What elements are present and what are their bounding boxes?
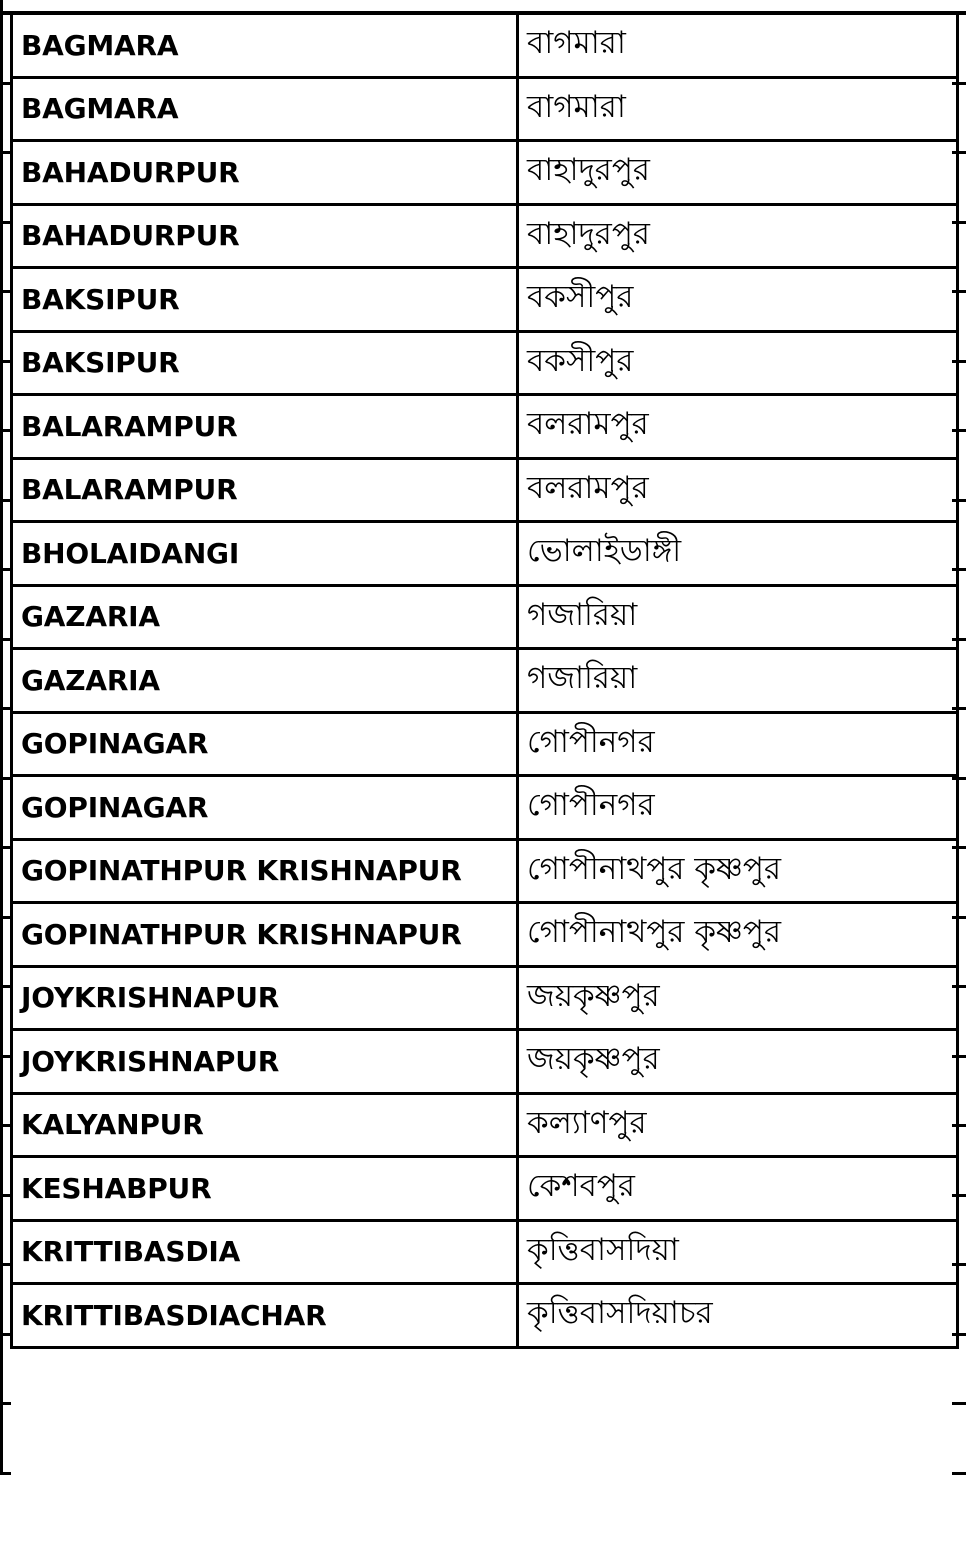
row-border-stub-left bbox=[0, 985, 11, 988]
row-border-stub-right bbox=[952, 638, 966, 641]
english-name-cell: BAHADURPUR bbox=[12, 141, 518, 205]
row-border-stub-left bbox=[0, 1194, 11, 1197]
row-border-stub-right bbox=[952, 916, 966, 919]
bengali-name-cell: বাগমারা bbox=[518, 77, 958, 141]
english-name-cell: BAHADURPUR bbox=[12, 204, 518, 268]
row-border-stub-left bbox=[0, 290, 11, 293]
bengali-name-cell: গোপীনগর bbox=[518, 776, 958, 840]
row-border-stub-right bbox=[952, 1124, 966, 1127]
english-name-cell: JOYKRISHNAPUR bbox=[12, 966, 518, 1030]
english-name-cell: GOPINATHPUR KRISHNAPUR bbox=[12, 839, 518, 903]
row-border-stub-right bbox=[952, 1333, 966, 1336]
english-name-cell: KESHABPUR bbox=[12, 1157, 518, 1221]
bengali-name-cell: বাহাদুরপুর bbox=[518, 204, 958, 268]
bengali-name-cell: বকসীপুর bbox=[518, 331, 958, 395]
bengali-name-cell: বাহাদুরপুর bbox=[518, 141, 958, 205]
table-row bbox=[12, 395, 958, 459]
row-border-stub-right bbox=[952, 1402, 966, 1405]
bengali-name-cell: গোপীনাথপুর কৃষ্ণপুর bbox=[518, 903, 958, 967]
row-border-stub-right bbox=[952, 499, 966, 502]
table-row bbox=[12, 1284, 958, 1348]
table-row bbox=[12, 966, 958, 1030]
row-border-stub-right bbox=[952, 1472, 966, 1475]
row-border-stub-right bbox=[952, 151, 966, 154]
row-border-stub-left bbox=[0, 12, 11, 15]
english-name-cell: BAKSIPUR bbox=[12, 331, 518, 395]
row-border-stub-left bbox=[0, 429, 11, 432]
table-row bbox=[12, 1157, 958, 1221]
row-border-stub-left bbox=[0, 638, 11, 641]
row-border-stub-left bbox=[0, 568, 11, 571]
table-row bbox=[12, 14, 958, 78]
row-border-stub-left bbox=[0, 1402, 11, 1405]
row-border-stub-right bbox=[952, 429, 966, 432]
english-name-cell: BAGMARA bbox=[12, 77, 518, 141]
bengali-name-cell: কেশবপুর bbox=[518, 1157, 958, 1221]
table-row bbox=[12, 585, 958, 649]
table-body bbox=[12, 14, 958, 1348]
row-border-stub-left bbox=[0, 1263, 11, 1266]
bengali-name-cell: ভোলাইডাঙ্গী bbox=[518, 522, 958, 586]
bengali-name-cell: বলরামপুর bbox=[518, 458, 958, 522]
row-border-stub-left bbox=[0, 499, 11, 502]
row-border-stub-left bbox=[0, 707, 11, 710]
table-row bbox=[12, 776, 958, 840]
table-row bbox=[12, 839, 958, 903]
row-border-stub-left bbox=[0, 221, 11, 224]
row-border-stub-right bbox=[952, 1055, 966, 1058]
bengali-name-cell: বকসীপুর bbox=[518, 268, 958, 332]
row-border-stub-left bbox=[0, 1124, 11, 1127]
english-name-cell: BHOLAIDANGI bbox=[12, 522, 518, 586]
row-border-stub-left bbox=[0, 1472, 11, 1475]
row-border-stub-left bbox=[0, 1333, 11, 1336]
table-row bbox=[12, 649, 958, 713]
row-border-stub-right bbox=[952, 82, 966, 85]
row-border-stub-right bbox=[952, 777, 966, 780]
bengali-name-cell: জয়কৃষ্ণপুর bbox=[518, 1030, 958, 1094]
english-name-cell: KRITTIBASDIA bbox=[12, 1220, 518, 1284]
english-name-cell: GAZARIA bbox=[12, 585, 518, 649]
english-name-cell: BAKSIPUR bbox=[12, 268, 518, 332]
bengali-name-cell: কল্যাণপুর bbox=[518, 1093, 958, 1157]
table-row bbox=[12, 141, 958, 205]
bengali-name-cell: গোপীনাথপুর কৃষ্ণপুর bbox=[518, 839, 958, 903]
row-border-stub-left bbox=[0, 1055, 11, 1058]
bengali-name-cell: কৃত্তিবাসদিয়াচর bbox=[518, 1284, 958, 1348]
table-row bbox=[12, 77, 958, 141]
row-border-stub-left bbox=[0, 151, 11, 154]
english-name-cell: BALARAMPUR bbox=[12, 458, 518, 522]
english-name-cell: GAZARIA bbox=[12, 649, 518, 713]
row-border-stub-left bbox=[0, 777, 11, 780]
table-row bbox=[12, 1093, 958, 1157]
table-row bbox=[12, 712, 958, 776]
table-row bbox=[12, 268, 958, 332]
row-border-stub-left bbox=[0, 360, 11, 363]
english-name-cell: KRITTIBASDIACHAR bbox=[12, 1284, 518, 1348]
bengali-name-cell: গোপীনগর bbox=[518, 712, 958, 776]
table-row bbox=[12, 1220, 958, 1284]
table-row bbox=[12, 331, 958, 395]
row-border-stub-right bbox=[952, 1194, 966, 1197]
row-border-stub-right bbox=[952, 221, 966, 224]
row-border-stub-right bbox=[952, 846, 966, 849]
bengali-name-cell: গজারিয়া bbox=[518, 585, 958, 649]
row-border-stub-left bbox=[0, 916, 11, 919]
row-border-stub-left bbox=[0, 846, 11, 849]
row-border-stub-right bbox=[952, 290, 966, 293]
english-name-cell: GOPINATHPUR KRISHNAPUR bbox=[12, 903, 518, 967]
row-border-stub-right bbox=[952, 707, 966, 710]
table-row bbox=[12, 903, 958, 967]
bengali-name-cell: গজারিয়া bbox=[518, 649, 958, 713]
row-border-stub-right bbox=[952, 568, 966, 571]
english-name-cell: GOPINAGAR bbox=[12, 712, 518, 776]
name-translation-table bbox=[10, 12, 959, 1349]
row-border-stub-left bbox=[0, 82, 11, 85]
english-name-cell: GOPINAGAR bbox=[12, 776, 518, 840]
row-border-stub-right bbox=[952, 985, 966, 988]
bengali-name-cell: বলরামপুর bbox=[518, 395, 958, 459]
english-name-cell: BAGMARA bbox=[12, 14, 518, 78]
bengali-name-cell: কৃত্তিবাসদিয়া bbox=[518, 1220, 958, 1284]
table-row bbox=[12, 458, 958, 522]
english-name-cell: JOYKRISHNAPUR bbox=[12, 1030, 518, 1094]
row-border-stub-right bbox=[952, 1263, 966, 1266]
row-border-stub-right bbox=[952, 360, 966, 363]
bengali-name-cell: বাগমারা bbox=[518, 14, 958, 78]
english-name-cell: BALARAMPUR bbox=[12, 395, 518, 459]
table-row bbox=[12, 1030, 958, 1094]
bengali-name-cell: জয়কৃষ্ণপুর bbox=[518, 966, 958, 1030]
table-row bbox=[12, 204, 958, 268]
english-name-cell: KALYANPUR bbox=[12, 1093, 518, 1157]
row-border-stub-right bbox=[952, 12, 966, 15]
table-row bbox=[12, 522, 958, 586]
